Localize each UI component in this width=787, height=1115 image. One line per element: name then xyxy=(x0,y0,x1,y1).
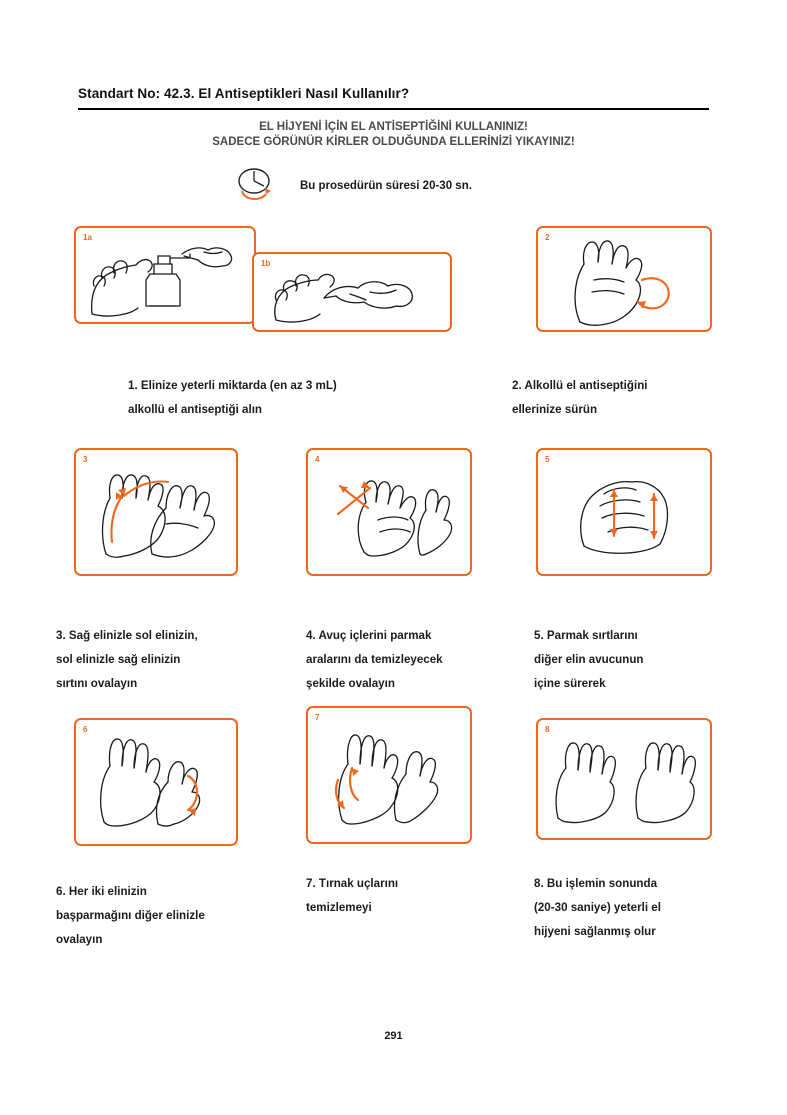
hand-pump-bottle-icon xyxy=(76,228,254,322)
panel-1b-label: 1b xyxy=(261,259,271,268)
step-4-line-1: 4. Avuç içlerini parmak xyxy=(306,629,432,642)
panel-1a-label: 1a xyxy=(83,233,92,242)
palm-over-dorsum-icon xyxy=(76,450,236,574)
step-3-caption xyxy=(56,624,296,696)
step-3-line-2: sol elinizle sağ elinizin xyxy=(56,653,181,666)
step-6-caption xyxy=(56,880,306,952)
panel-7 xyxy=(306,706,472,844)
step-5-caption xyxy=(534,624,754,696)
panel-8 xyxy=(536,718,712,840)
step-4-line-3: şekilde ovalayın xyxy=(306,677,395,690)
panel-8-label: 8 xyxy=(545,725,550,734)
step-4-line-2: aralarını da temizleyecek xyxy=(306,653,443,666)
step-7-line-1: 7. Tırnak uçlarını xyxy=(306,877,399,890)
backs-of-fingers-icon xyxy=(538,450,710,574)
step-6-line-1: 6. Her iki elinizin xyxy=(56,885,147,898)
panel-6-label: 6 xyxy=(83,725,88,734)
step-2-caption xyxy=(512,374,722,422)
panel-7-label: 7 xyxy=(315,713,320,722)
panel-4-label: 4 xyxy=(315,455,320,464)
step-7-line-2: temizlemeyi xyxy=(306,901,372,914)
thumb-rotational-rub-icon xyxy=(76,720,236,844)
palm-to-palm-rub-icon xyxy=(538,228,710,330)
step-2-line-1: 2. Alkollü el antiseptiğini xyxy=(512,379,648,392)
panel-6 xyxy=(74,718,238,846)
step-5-line-1: 5. Parmak sırtlarını xyxy=(534,629,638,642)
page-title: Standart No: 42.3. El Antiseptikleri Nasıl Kullanılır? xyxy=(78,86,410,101)
interlaced-fingers-icon xyxy=(308,450,470,574)
panel-1a xyxy=(74,226,256,324)
panel-4 xyxy=(306,448,472,576)
panel-3-label: 3 xyxy=(83,455,88,464)
step-6-line-3: ovalayın xyxy=(56,933,103,946)
panel-2 xyxy=(536,226,712,332)
subtitle-line-1: EL HİJYENİ İÇİN EL ANTİSEPTİĞİNİ KULLANINIZ! xyxy=(259,121,528,133)
step-2-line-2: ellerinize sürün xyxy=(512,403,598,416)
step-4-caption xyxy=(306,624,536,696)
step-1-line-2: alkollü el antiseptiği alın xyxy=(128,403,263,416)
step-1-line-1: 1. Elinize yeterli miktarda (en az 3 mL) xyxy=(128,379,337,392)
step-8-line-3: hijyeni sağlanmış olur xyxy=(534,925,656,938)
step-7-caption xyxy=(306,872,526,920)
step-3-line-1: 3. Sağ elinizle sol elinizin, xyxy=(56,629,198,642)
step-3-line-3: sırtını ovalayın xyxy=(56,677,138,690)
title-divider xyxy=(78,108,709,110)
panel-3 xyxy=(74,448,238,576)
panel-2-label: 2 xyxy=(545,233,550,242)
subtitle-line-2: SADECE GÖRÜNÜR KİRLER OLDUĞUNDA ELLERİNİZİ YIKAYINIZ! xyxy=(212,136,575,148)
duration-note: Bu prosedürün süresi 20-30 sn. xyxy=(300,180,472,192)
step-8-line-2: (20-30 saniye) yeterli el xyxy=(534,901,661,914)
step-6-line-2: başparmağını diğer elinizle xyxy=(56,909,205,922)
clean-hands-icon xyxy=(538,720,710,838)
clock-icon xyxy=(228,164,284,208)
fingertips-rub-icon xyxy=(308,708,470,842)
step-8-caption xyxy=(534,872,764,944)
panel-5-label: 5 xyxy=(545,455,550,464)
step-8-line-1: 8. Bu işlemin sonunda xyxy=(534,877,658,890)
subtitle-block xyxy=(78,120,709,150)
panel-1b xyxy=(252,252,452,332)
page-number: 291 xyxy=(384,1030,403,1042)
step-5-line-2: diğer elin avucunun xyxy=(534,653,644,666)
step-5-line-3: içine sürerek xyxy=(534,677,606,690)
hand-receiving-liquid-icon xyxy=(254,254,450,330)
panel-5 xyxy=(536,448,712,576)
step-1-caption xyxy=(128,374,428,422)
